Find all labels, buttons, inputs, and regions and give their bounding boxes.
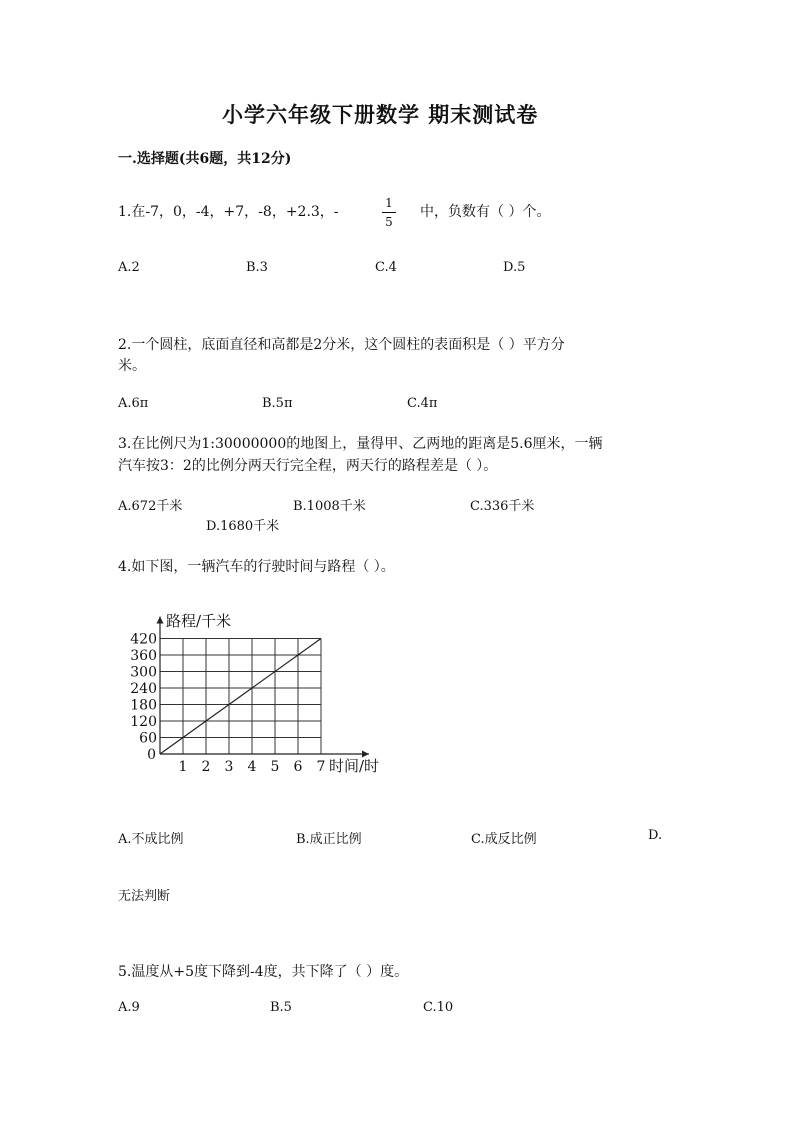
question-1-fraction (382, 196, 396, 229)
fraction-denominator: 5 (385, 215, 393, 229)
y-tick-label: 180 (130, 697, 157, 714)
question-5-option-b[interactable]: B.5 (270, 1000, 292, 1015)
question-4-option-b[interactable]: B.成正比例 (296, 832, 362, 847)
y-tick-label: 420 (130, 631, 157, 648)
question-4-option-d[interactable]: D. (648, 828, 663, 843)
x-tick-label: 4 (247, 759, 257, 775)
distance-time-chart (120, 606, 400, 786)
question-3-option-d[interactable]: D.1680千米 (206, 519, 280, 534)
question-4-option-a[interactable]: A.不成比例 (118, 832, 184, 847)
x-tick-label: 3 (224, 759, 234, 775)
question-1-option-a[interactable]: A.2 (118, 260, 140, 275)
y-tick-label: 240 (130, 681, 157, 697)
question-3-option-c[interactable]: C.336千米 (470, 499, 535, 514)
page-title: 小学六年级下册数学 期末测试卷 (222, 102, 539, 127)
y-axis-title: 路程/千米 (166, 612, 232, 630)
fraction-bar (382, 212, 396, 213)
x-tick-label: 2 (201, 759, 211, 775)
question-2-stem-line2: 米。 (118, 358, 146, 374)
question-4-option-c[interactable]: C.成反比例 (471, 832, 537, 847)
series-line (160, 639, 321, 755)
question-4-option-d-text[interactable]: 无法判断 (118, 889, 171, 904)
question-3-stem-line1: 3.在比例尺为1:30000000的地图上，量得甲、乙两地的距离是5.6厘米，一辆 (118, 436, 603, 452)
fraction-numerator: 1 (385, 196, 393, 210)
question-3-option-b[interactable]: B.1008千米 (293, 499, 366, 514)
question-1-stem-after: 中，负数有（ ）个。 (420, 204, 551, 220)
section-heading: 一.选择题(共6题，共12分) (118, 151, 292, 167)
question-3-stem-line2: 汽车按3：2的比例分两天行完全程，两天行的路程差是（ ）。 (118, 458, 498, 474)
question-4-stem: 4.如下图，一辆汽车的行驶时间与路程（ ）。 (118, 559, 395, 575)
y-tick-label: 360 (130, 648, 157, 664)
chart-axes (160, 617, 369, 755)
question-5-stem: 5.温度从+5度下降到-4度，共下降了（ ）度。 (118, 964, 409, 980)
question-1-option-c[interactable]: C.4 (375, 260, 397, 275)
x-axis-title: 时间/时 (329, 757, 380, 775)
x-tick-label: 7 (316, 759, 326, 775)
chart-labels (130, 612, 379, 775)
question-3-option-a[interactable]: A.672千米 (118, 499, 183, 514)
x-tick-label: 6 (293, 759, 303, 775)
question-2-option-a[interactable]: A.6π (118, 396, 149, 411)
question-2-option-c[interactable]: C.4π (407, 396, 438, 411)
question-1-option-d[interactable]: D.5 (503, 260, 526, 275)
y-tick-label: 120 (130, 714, 157, 730)
question-2-option-b[interactable]: B.5π (262, 396, 293, 411)
origin-label: 0 (147, 747, 156, 763)
chart-series (160, 639, 321, 755)
x-tick-label: 5 (270, 759, 280, 775)
question-1-stem-before: 1.在-7，0，-4，+7，-8，+2.3，- (118, 204, 339, 220)
x-tick-label: 1 (178, 759, 188, 775)
y-tick-label: 300 (130, 664, 157, 681)
question-1-option-b[interactable]: B.3 (246, 260, 268, 275)
question-5-option-c[interactable]: C.10 (423, 1000, 454, 1015)
y-tick-label: 60 (139, 730, 157, 747)
question-2-stem-line1: 2.一个圆柱，底面直径和高都是2分米，这个圆柱的表面积是（ ）平方分 (118, 337, 565, 353)
question-5-option-a[interactable]: A.9 (118, 1000, 140, 1015)
